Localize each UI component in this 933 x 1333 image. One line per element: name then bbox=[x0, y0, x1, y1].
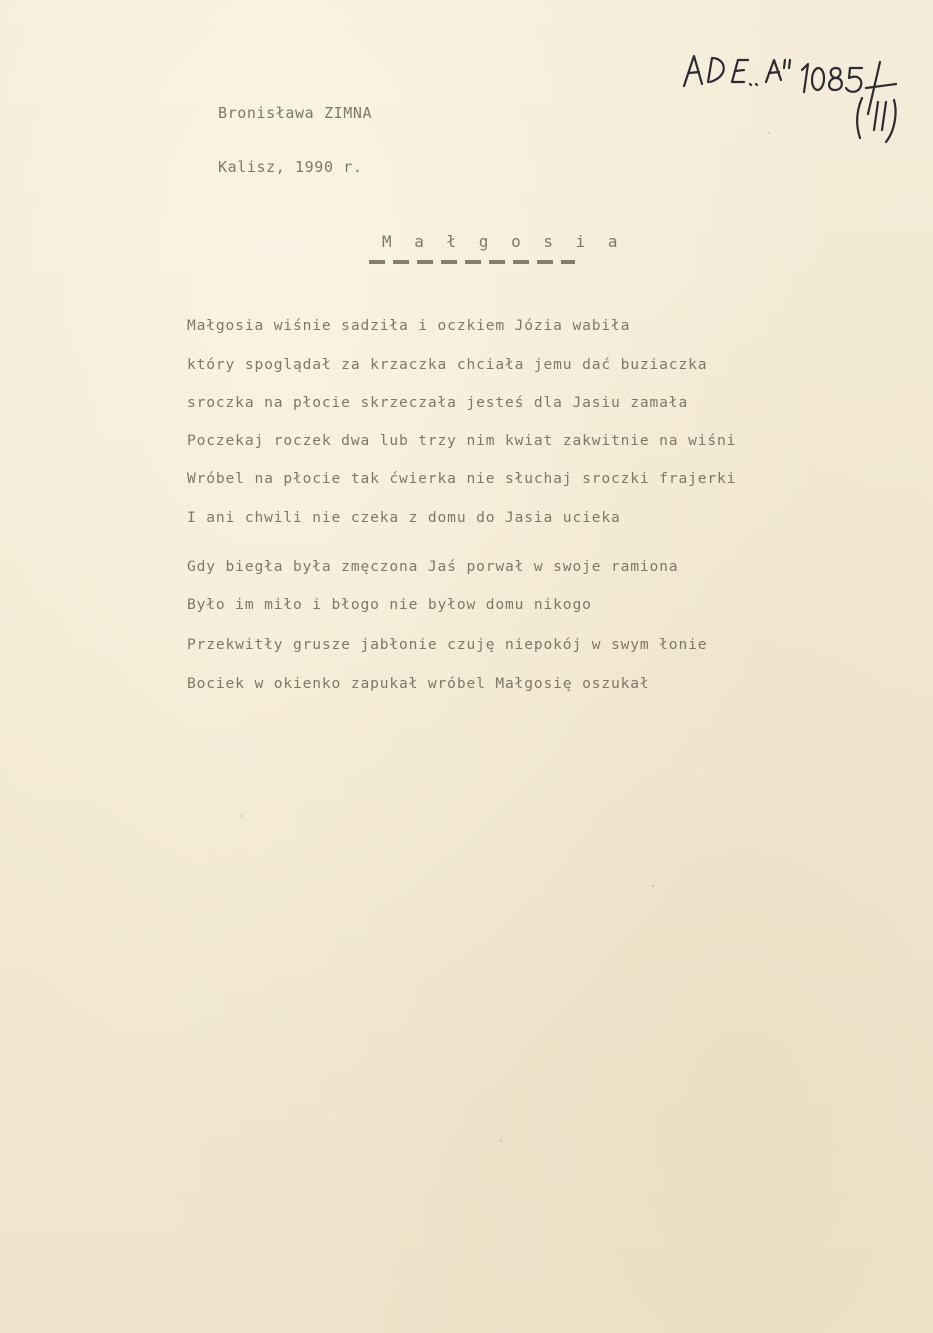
author-name: Bronisława ZIMNA bbox=[218, 104, 373, 122]
poem-verse: Gdy biegła była zmęczona Jaś porwał w swoje ramiona bbox=[187, 558, 679, 575]
poem-verse: Wróbel na płocie tak ćwierka nie słuchaj sroczki frajerki bbox=[187, 470, 737, 487]
poem-verse: Poczekaj roczek dwa lub trzy nim kwiat zakwitnie na wiśni bbox=[187, 432, 737, 449]
paper-speck bbox=[500, 1140, 502, 1142]
place-date: Kalisz, 1990 r. bbox=[218, 158, 363, 176]
paper-speck bbox=[652, 885, 654, 887]
poem-verse: I ani chwili nie czeka z domu do Jasia ucieka bbox=[187, 509, 621, 526]
paper-speck bbox=[768, 132, 770, 134]
poem-verse: sroczka na płocie skrzeczała jesteś dla Jasiu zamała bbox=[187, 394, 689, 411]
title-dashed-underline bbox=[369, 260, 575, 264]
poem-verse: Małgosia wiśnie sadziła i oczkiem Józia wabiła bbox=[187, 317, 631, 334]
poem-verse: który spoglądał za krzaczka chciała jemu dać buziaczka bbox=[187, 356, 708, 373]
poem-verse: Bociek w okienko zapukał wróbel Małgosię oszukał bbox=[187, 675, 650, 692]
poem-verse: Przekwitły grusze jabłonie czuję niepokój w swym łonie bbox=[187, 636, 708, 653]
poem-title: M a ł g o s i a bbox=[382, 232, 624, 251]
paper-speck bbox=[240, 815, 242, 817]
archive-handwritten-mark bbox=[680, 52, 910, 152]
poem-verse: Było im miło i błogo nie byłow domu nikogo bbox=[187, 596, 592, 613]
